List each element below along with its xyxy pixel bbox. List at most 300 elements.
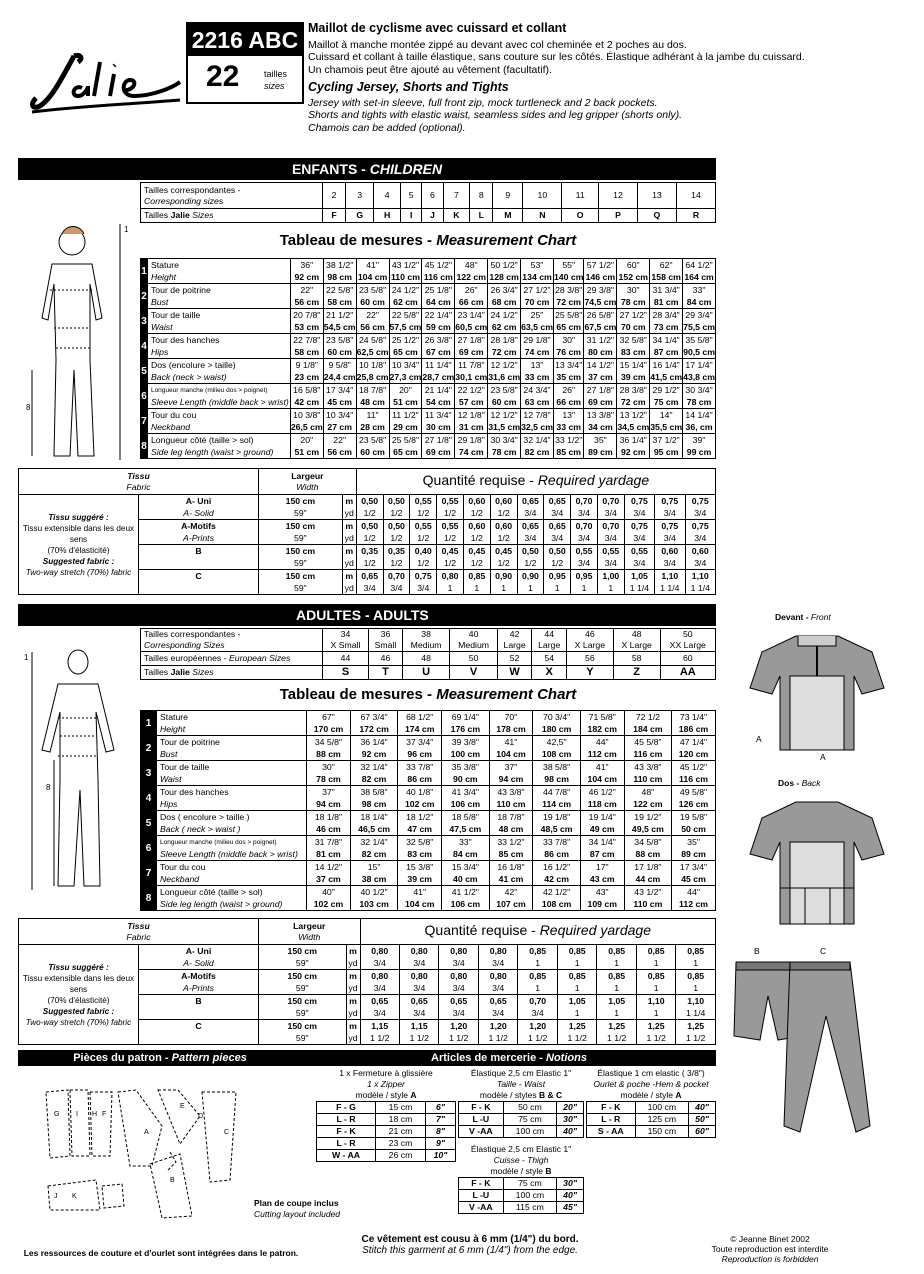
measure-cm bbox=[650, 271, 683, 284]
cell-text: 47,5 cm bbox=[449, 823, 482, 834]
measure-inch bbox=[398, 786, 442, 799]
cell-text: 6 bbox=[145, 842, 152, 854]
cell-text: AA bbox=[679, 666, 696, 678]
measure-cm bbox=[533, 773, 580, 786]
cell-text: 112 cm bbox=[679, 898, 709, 909]
cell-text: 43,8 cm bbox=[683, 371, 715, 382]
cell-text: 0,75 bbox=[691, 520, 709, 531]
measure-inch bbox=[356, 309, 389, 322]
cell-text: 3/4 bbox=[373, 1007, 386, 1018]
measure-cm bbox=[624, 823, 671, 836]
size-letter bbox=[523, 209, 562, 223]
cell-text: 89 cm bbox=[681, 848, 706, 859]
size-euro bbox=[566, 652, 613, 666]
measure-cm bbox=[521, 296, 554, 309]
measure-cm bbox=[672, 748, 716, 761]
cell-text: 35" bbox=[687, 836, 700, 847]
yardage-m bbox=[557, 995, 596, 1008]
measure-cm bbox=[442, 873, 489, 886]
measure-cm bbox=[672, 823, 716, 836]
cell-text: 37 1/2" bbox=[652, 434, 680, 445]
yardage-m bbox=[624, 520, 654, 533]
size-letter bbox=[422, 209, 443, 223]
cell-text: 46 cm bbox=[316, 823, 341, 834]
cell-text: 20" bbox=[399, 384, 412, 395]
notion-cm bbox=[635, 1102, 689, 1114]
cell-text: 10 3/4" bbox=[391, 359, 420, 370]
cell-text: 3/4 bbox=[373, 957, 386, 968]
unit-m bbox=[346, 995, 360, 1008]
cell-text: Quantité requise - bbox=[422, 472, 538, 488]
cell-text: 1 bbox=[528, 582, 533, 593]
cell-text: Longueur manche (milieu dos > poignet) bbox=[160, 838, 277, 846]
cell-text: Sleeve Length (middle back > wrist) bbox=[150, 396, 289, 407]
cell-text: 25 5/8" bbox=[555, 309, 583, 320]
cell-text: 41" bbox=[366, 259, 379, 270]
measure-inch bbox=[617, 334, 650, 347]
cell-text: 73 1/4" bbox=[679, 711, 708, 722]
cell-text: 1 bbox=[554, 582, 560, 593]
size-letter bbox=[323, 666, 369, 680]
notion-h3 bbox=[587, 1090, 716, 1102]
measure-cm bbox=[584, 346, 617, 359]
yardage-yd bbox=[557, 1007, 596, 1020]
cell-text: 27 1/8" bbox=[424, 434, 452, 445]
cell-text: 40" bbox=[563, 1126, 577, 1136]
cell-text: m bbox=[345, 570, 354, 581]
cell-text: 30 3/4" bbox=[490, 434, 518, 445]
yardage-m bbox=[439, 970, 478, 983]
yardage-m bbox=[517, 545, 544, 558]
cell-text: 176 cm bbox=[450, 723, 481, 734]
cell-text: 1,05 bbox=[630, 570, 648, 581]
cell-text: 12 1/2" bbox=[490, 409, 518, 420]
fabric-width-in bbox=[259, 532, 343, 545]
cell-text: B bbox=[545, 1166, 552, 1176]
cell-text: 1 bbox=[614, 957, 620, 968]
cell-text: 23 1/4" bbox=[457, 309, 485, 320]
measure-inch bbox=[389, 309, 422, 322]
cell-text: 1,20 bbox=[489, 1020, 507, 1031]
yardage-yd bbox=[518, 957, 557, 970]
yardage-yd bbox=[478, 1007, 517, 1020]
cell-text: 0,35 bbox=[387, 545, 405, 556]
cell-text: Tissu suggéré : bbox=[48, 962, 109, 972]
measure-cm bbox=[356, 421, 389, 434]
cell-text: 41 cm bbox=[498, 873, 524, 884]
cell-text: 49,5 cm bbox=[631, 823, 664, 834]
cell-text: 25 1/2" bbox=[391, 334, 420, 345]
desc-fr-3: Un chamois peut être ajouté au vêtement (facultatif). bbox=[308, 63, 552, 76]
yardage-yd bbox=[597, 582, 624, 595]
cell-text: 19 1/2" bbox=[634, 811, 662, 822]
measure-inch bbox=[521, 359, 554, 372]
description bbox=[308, 22, 908, 134]
size-corr-num bbox=[532, 629, 567, 641]
cell-text: 0,85 bbox=[568, 970, 586, 981]
yardage-m bbox=[356, 495, 383, 508]
measure-inch bbox=[650, 334, 683, 347]
sizes-label-en: sizes bbox=[264, 81, 285, 91]
measure-cm bbox=[553, 296, 583, 309]
yardage-yd bbox=[383, 557, 410, 570]
fabric-type-en bbox=[139, 982, 259, 995]
cell-text: 62 cm bbox=[491, 321, 517, 332]
yardage-yd bbox=[518, 1032, 557, 1045]
piece-k: K bbox=[72, 1193, 77, 1200]
footer-mid-fr: Ce vêtement est cousu à 6 mm (1/4") du bord. bbox=[361, 1234, 579, 1245]
size-letter bbox=[598, 209, 637, 223]
measure-cm bbox=[350, 823, 397, 836]
measure-inch bbox=[553, 409, 583, 422]
measure-inch bbox=[489, 861, 533, 874]
children-sizes-table bbox=[140, 182, 716, 223]
yardage-m bbox=[544, 495, 571, 508]
cell-text: 58 cm bbox=[294, 346, 320, 357]
yardage-yd bbox=[437, 582, 464, 595]
notion-size bbox=[317, 1114, 376, 1126]
cell-text: Height bbox=[160, 723, 186, 734]
cell-text: X Large bbox=[574, 640, 606, 650]
measure-inch bbox=[624, 861, 671, 874]
measure-cm bbox=[533, 748, 580, 761]
cell-text: 35,5 cm bbox=[650, 421, 683, 432]
cell-text: 66 cm bbox=[556, 396, 582, 407]
row-number bbox=[141, 259, 148, 284]
cell-text: Tissu bbox=[127, 920, 150, 931]
unit-m bbox=[346, 1020, 360, 1033]
yardage-m bbox=[571, 570, 598, 583]
measure-inch bbox=[617, 259, 650, 272]
children-chart-en: Measurement Chart bbox=[436, 232, 577, 249]
cell-text: 70 cm bbox=[620, 321, 646, 332]
cell-text: P bbox=[615, 210, 621, 220]
cell-text: 32 5/8" bbox=[406, 836, 434, 847]
yardage-yd bbox=[356, 532, 383, 545]
cell-text: Sizes bbox=[189, 667, 214, 677]
size-letter bbox=[562, 209, 599, 223]
measure-cm bbox=[442, 773, 489, 786]
cell-text: 178 cm bbox=[496, 723, 526, 734]
yardage-m bbox=[410, 495, 437, 508]
size-letter bbox=[369, 666, 403, 680]
back-label-fr: Dos - bbox=[778, 778, 802, 788]
cell-text: 14 1/2" bbox=[586, 359, 614, 370]
cell-text: 0,55 bbox=[575, 545, 593, 556]
cell-text: 1 bbox=[614, 982, 620, 993]
row-number bbox=[141, 384, 148, 409]
measure-inch bbox=[455, 259, 488, 272]
measure-cm bbox=[683, 296, 716, 309]
cell-text: 106 cm bbox=[450, 898, 481, 909]
cell-text: 128 cm bbox=[489, 271, 519, 282]
cell-text: Tour des hanches bbox=[150, 334, 220, 345]
fabric-width-cm bbox=[259, 570, 343, 583]
notion-in bbox=[425, 1126, 455, 1138]
measure-inch bbox=[617, 309, 650, 322]
cell-text: 96 cm bbox=[407, 748, 433, 759]
cell-text: 108 cm bbox=[541, 748, 572, 759]
measure-cm bbox=[455, 396, 488, 409]
cell-text: 60 cm bbox=[327, 346, 352, 357]
cell-text: 67 cm bbox=[426, 346, 451, 357]
cell-text: 69 cm bbox=[458, 346, 484, 357]
cell-text: 0,60 bbox=[495, 520, 513, 531]
yardage-header bbox=[356, 469, 715, 495]
measure-inch bbox=[580, 711, 624, 724]
cell-text: 26" bbox=[562, 384, 576, 395]
measure-label-fr bbox=[147, 309, 290, 322]
cell-text: R bbox=[692, 210, 700, 220]
cell-text: 30 cm bbox=[426, 421, 451, 432]
cell-text: 38 1/2" bbox=[326, 259, 354, 270]
measure-cm bbox=[521, 321, 554, 334]
size-corr-name bbox=[402, 640, 449, 652]
cell-text: 1/2 bbox=[363, 532, 376, 543]
cell-text: 0,55 bbox=[441, 495, 459, 506]
measure-row bbox=[141, 836, 716, 849]
measure-inch bbox=[290, 359, 323, 372]
size-euro bbox=[613, 652, 660, 666]
cell-text: 150 cm bbox=[285, 545, 316, 556]
adults-chart-en: Measurement Chart bbox=[436, 686, 577, 703]
measure-cm bbox=[323, 346, 356, 359]
cell-text: 0,85 bbox=[529, 945, 547, 956]
measure-label-fr bbox=[147, 334, 290, 347]
cell-text: Fabric bbox=[126, 481, 151, 492]
measure-cm bbox=[584, 396, 617, 409]
cell-text: 3/4 bbox=[413, 1007, 426, 1018]
measure-inch bbox=[580, 861, 624, 874]
size-corr-name bbox=[660, 640, 715, 652]
cell-text: A- Solid bbox=[183, 957, 214, 968]
size-corr bbox=[598, 183, 637, 209]
footer-mid bbox=[320, 1234, 620, 1256]
measure-inch bbox=[323, 309, 356, 322]
size-corr bbox=[493, 183, 523, 209]
yardage-m bbox=[463, 520, 490, 533]
notion-h1 bbox=[459, 1144, 584, 1155]
cell-text: 1 bbox=[535, 982, 541, 993]
fabric-type bbox=[139, 570, 259, 583]
measure-row bbox=[141, 861, 716, 874]
measure-cm bbox=[617, 346, 650, 359]
notion-h3 bbox=[459, 1090, 584, 1102]
measure-inch bbox=[488, 384, 521, 397]
measure-cm bbox=[323, 371, 356, 384]
measure-label-fr bbox=[157, 736, 307, 749]
cell-text: 0,75 bbox=[691, 495, 709, 506]
yardage-m bbox=[410, 520, 437, 533]
measure-cm bbox=[617, 421, 650, 434]
row-number bbox=[141, 736, 157, 761]
fabric-width-cm bbox=[259, 970, 347, 983]
yardage-yd bbox=[518, 982, 557, 995]
yardage-yd bbox=[356, 557, 383, 570]
yardage-m bbox=[655, 495, 685, 508]
measure-inch bbox=[489, 886, 533, 899]
cell-text: 18 7/8" bbox=[497, 811, 525, 822]
measure-inch bbox=[533, 886, 580, 899]
adults-band: ADULTES - ADULTS bbox=[18, 604, 716, 626]
cell-text: A-Prints bbox=[183, 532, 214, 543]
cell-text: 3/4 bbox=[663, 532, 676, 543]
cell-text: 0,75 bbox=[661, 495, 679, 506]
fabric-type bbox=[139, 520, 259, 533]
cell-text: 28,7 cm bbox=[422, 371, 455, 382]
cell-text: 72 cm bbox=[620, 396, 646, 407]
cell-text: 59 cm bbox=[426, 321, 451, 332]
cell-text: 1 bbox=[501, 582, 507, 593]
measure-inch bbox=[624, 761, 671, 774]
cell-text: 100 cm bbox=[515, 1126, 545, 1136]
yardage-m bbox=[410, 545, 437, 558]
cell-text: 65 cm bbox=[556, 321, 582, 332]
cell-text: 48,5 cm bbox=[540, 823, 573, 834]
unit-m bbox=[342, 570, 356, 583]
cell-text: 67,5 cm bbox=[584, 321, 617, 332]
measure-inch bbox=[683, 259, 716, 272]
cell-text: 10" bbox=[433, 1150, 448, 1160]
cell-text: 1 1/4 bbox=[660, 582, 680, 593]
measure-cm bbox=[356, 271, 389, 284]
cell-text: 0,85 bbox=[687, 945, 705, 956]
cell-text: 37 3/4" bbox=[406, 736, 434, 747]
yardage-yd bbox=[400, 1032, 439, 1045]
cell-text: 150 cm bbox=[287, 970, 317, 981]
measure-inch bbox=[672, 886, 716, 899]
yardage-m bbox=[636, 945, 675, 958]
cell-text: A- Uni bbox=[185, 945, 212, 956]
size-letter bbox=[566, 666, 613, 680]
measure-label-fr bbox=[147, 259, 290, 272]
measure-row bbox=[141, 736, 716, 749]
cell-text: 1,10 bbox=[647, 995, 665, 1006]
cell-text: 33 7/8" bbox=[406, 761, 434, 772]
cell-text: 0,75 bbox=[630, 520, 648, 531]
yardage-m bbox=[597, 1020, 636, 1033]
yardage-m bbox=[463, 495, 490, 508]
notion-size bbox=[459, 1102, 504, 1114]
cell-text: 0,80 bbox=[441, 570, 459, 581]
measure-inch bbox=[389, 434, 422, 447]
cell-text: 0,50 bbox=[387, 495, 405, 506]
yardage-m bbox=[437, 545, 464, 558]
cell-text: 83 cm bbox=[407, 848, 433, 859]
fabric-type-en bbox=[139, 582, 259, 595]
cell-text: 2 bbox=[331, 190, 337, 200]
cell-text: 46 bbox=[380, 653, 391, 663]
cell-text: 25 1/8" bbox=[424, 284, 452, 295]
cell-text: 83 cm bbox=[620, 346, 646, 357]
measure-inch bbox=[584, 259, 617, 272]
measure-cm bbox=[521, 271, 554, 284]
cell-text: 39" bbox=[692, 434, 706, 445]
cell-text: 27,3 cm bbox=[389, 371, 422, 382]
measure-cm bbox=[489, 748, 533, 761]
fabric-type bbox=[139, 545, 259, 558]
measure-inch bbox=[290, 284, 323, 297]
yardage-yd bbox=[360, 982, 399, 995]
measure-row-cm bbox=[141, 798, 716, 811]
cell-text: Tour du cou bbox=[160, 861, 206, 872]
measure-inch bbox=[442, 761, 489, 774]
sizes-count: 22 bbox=[206, 60, 240, 93]
size-corr-num bbox=[450, 629, 497, 641]
notion-size bbox=[459, 1178, 504, 1190]
rights-fr: Toute reproduction est interdite bbox=[711, 1244, 829, 1254]
cell-text: 48 cm bbox=[498, 823, 524, 834]
measure-row-cm bbox=[141, 848, 716, 861]
yardage-yd bbox=[571, 532, 598, 545]
cell-text: 1 bbox=[608, 582, 614, 593]
cell-text: 27 1/2" bbox=[619, 309, 647, 320]
cell-text: 0,75 bbox=[414, 570, 432, 581]
cell-text: (70% d'élasticité) bbox=[47, 545, 110, 555]
fabric-type-en bbox=[139, 1032, 259, 1045]
notion-in bbox=[557, 1190, 584, 1202]
yardage-yd bbox=[544, 532, 571, 545]
measure-inch bbox=[398, 886, 442, 899]
cell-text: 36" bbox=[300, 259, 314, 270]
cell-text: 164 cm bbox=[684, 271, 714, 282]
measure-inch bbox=[455, 309, 488, 322]
fabric-width-in bbox=[259, 582, 343, 595]
cell-text: 34 5/8" bbox=[634, 836, 662, 847]
yardage-m bbox=[437, 520, 464, 533]
measure-inch bbox=[455, 359, 488, 372]
cell-text: 36 1/4" bbox=[360, 736, 388, 747]
cell-text: 150 cm bbox=[287, 995, 317, 1006]
measure-cm bbox=[323, 421, 356, 434]
child-measurement-figure bbox=[20, 210, 136, 462]
yardage-m bbox=[356, 520, 383, 533]
measure-inch bbox=[533, 736, 580, 749]
desc-fr-1: Maillot à manche montée zippé au devant avec col cheminée et 2 poches au dos. bbox=[308, 38, 687, 51]
measure-inch bbox=[488, 284, 521, 297]
measure-cm bbox=[489, 898, 533, 911]
children-fabric-table bbox=[18, 468, 716, 595]
measure-cm bbox=[422, 446, 455, 459]
measure-cm bbox=[323, 321, 356, 334]
yardage-yd bbox=[655, 532, 685, 545]
measure-label-fr bbox=[157, 786, 307, 799]
cell-text: 74,5 cm bbox=[584, 296, 617, 307]
cell-text: 3/4 bbox=[452, 982, 465, 993]
measure-inch bbox=[553, 259, 583, 272]
cell-text: 0,65 bbox=[521, 520, 539, 531]
yardage-yd bbox=[463, 532, 490, 545]
front-label bbox=[775, 612, 831, 623]
cell-text: 23 cm bbox=[294, 371, 320, 382]
measure-inch bbox=[356, 434, 389, 447]
measure-cm bbox=[650, 446, 683, 459]
yardage-m bbox=[517, 520, 544, 533]
measure-inch bbox=[521, 309, 554, 322]
measure-inch bbox=[350, 761, 397, 774]
yardage-yd bbox=[410, 507, 437, 520]
notion-h3 bbox=[459, 1166, 584, 1178]
yardage-yd bbox=[597, 532, 624, 545]
cell-text: 5 bbox=[408, 190, 414, 200]
measure-label-fr bbox=[157, 811, 307, 824]
size-corr-name bbox=[566, 640, 613, 652]
cell-text: 110 cm bbox=[496, 798, 526, 809]
yardage-m bbox=[544, 520, 571, 533]
size-corr bbox=[470, 183, 493, 209]
cell-text: 0,70 bbox=[602, 520, 620, 531]
yardage-yd bbox=[544, 507, 571, 520]
